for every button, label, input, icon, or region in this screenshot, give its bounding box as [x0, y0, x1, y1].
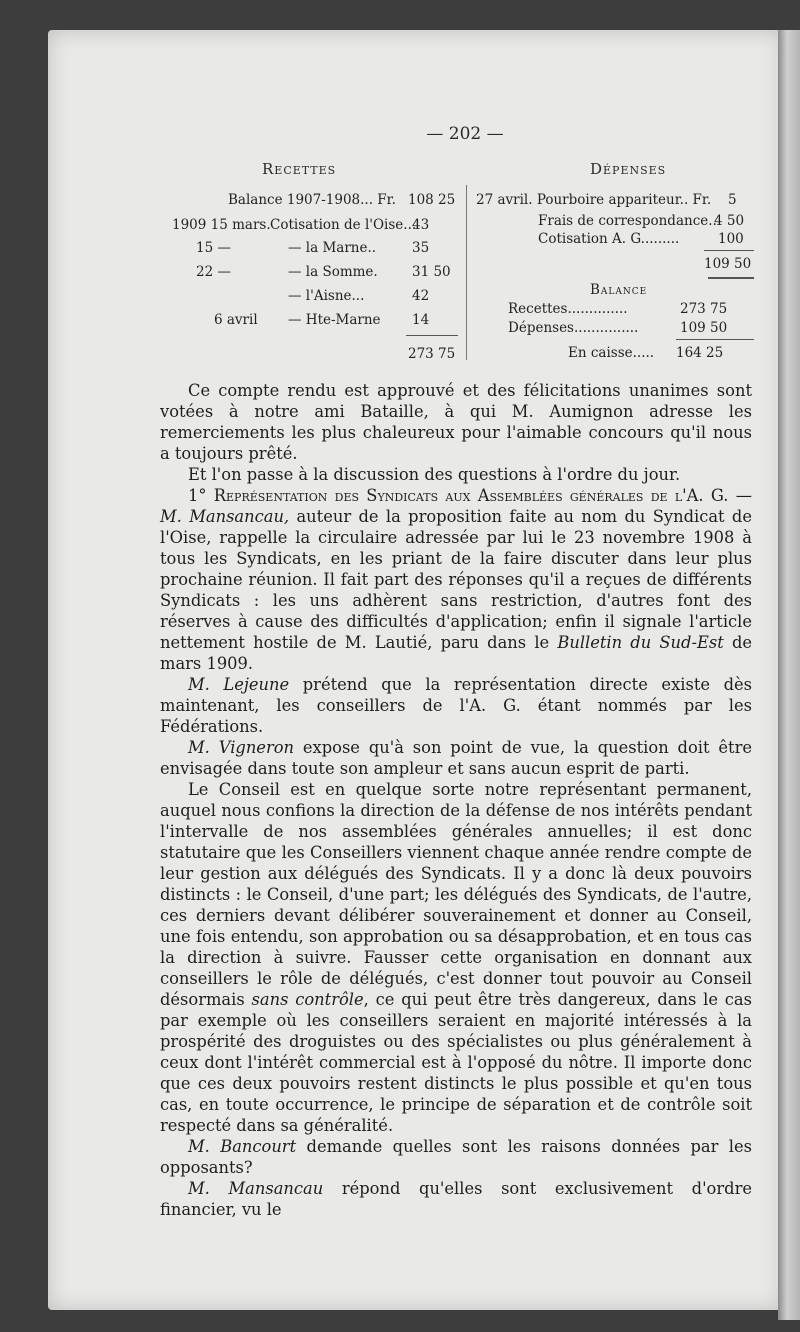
body-text	[160, 380, 752, 1220]
depenses-double-rule	[708, 277, 754, 279]
depenses-row-label: 27 avril. Pourboire appariteur.. Fr.	[476, 192, 712, 208]
recettes-row-label: — la Somme.	[288, 264, 378, 280]
en-caisse-amount: 164 25	[676, 345, 724, 361]
paragraph-text: Le Conseil est en quelque sorte notre représentant permanent, auquel nous confions la direction de la défense de nos intérêts pendant l'intervalle de nos assemblées générales annuelles; il est donc statutaire que les Conseillers viennent chaque année rendre compte de leur gestion aux délégués des Syndicats. Il y a donc là deux pouvoirs distincts : le Conseil, d'une part; les délégués des Syndicats, de l'autre, ces derniers devant délibérer souverainement et donner au Conseil, une fois entendu, son approbation ou sa désapprobation, et en tous cas la direction à suivre. Fausser cette organisation en donnant aux conseillers le rôle de délégués, c'est donner tout pouvoir au Conseil désormais	[160, 780, 752, 1009]
depenses-row-amount: 100	[718, 231, 744, 247]
balance-title-text: Balance	[590, 282, 648, 298]
paragraph	[160, 674, 752, 737]
paragraph	[160, 485, 752, 674]
depenses-title: Dépenses	[590, 160, 667, 178]
recettes-row-date: 1909 15 mars.	[172, 217, 271, 233]
column-divider	[466, 185, 467, 360]
recettes-title: Recettes	[262, 160, 337, 178]
balance-row-amount: 273 75	[680, 301, 728, 317]
section-heading: 1° Représentation des Syndicats aux Assemblées générales de l'A. G.	[188, 486, 729, 505]
recettes-row-amount: 31 50	[412, 264, 451, 280]
recettes-row-amount: 42	[412, 288, 430, 304]
paragraph-text: expose qu'à son point de vue, la question doit être envisagée dans toute son ampleur et sans aucun esprit de parti.	[160, 738, 752, 778]
recettes-row-amount: 35	[412, 240, 430, 256]
recettes-row-label: Cotisation de l'Oise...	[270, 217, 417, 233]
journal-title: Bulletin du Sud-Est	[557, 633, 724, 652]
emphasis: sans contrôle	[251, 990, 364, 1009]
paragraph-text: , ce qui peut être très dangereux, dans le cas par exemple où les conseillers seraient en majorité intéressés à la prospérité des droguistes ou des spécialistes ou plus généralement à ceux dont l'intérêt commercial est à l'opposé du nôtre. Il importe donc que ces deux pouvoirs restent distincts le plus possible et qu'en tous cas, en toute occurrence, le principe de séparation et de contrôle soit respecté dans sa généralité.	[160, 990, 752, 1135]
paragraph	[160, 464, 752, 485]
paragraph-text: Ce compte rendu est approuvé et des félicitations unanimes sont votées à notre ami Bataille, à qui M. Aumignon adresse les remerciements les plus chaleureux pour l'aimable concours qu'il nous a toujours prêté.	[160, 381, 752, 463]
recettes-row-date: 15 —	[196, 240, 231, 256]
speaker-name: M. Vigneron	[188, 738, 295, 757]
recettes-row-label: — la Marne..	[288, 240, 377, 256]
recettes-row-label: Balance 1907-1908... Fr.	[228, 192, 396, 208]
recettes-row-date: 22 —	[196, 264, 231, 280]
recettes-row-label: — l'Aisne...	[288, 288, 365, 304]
en-caisse-label: En caisse.....	[568, 345, 655, 361]
speaker-name: M. Bancourt	[188, 1137, 297, 1156]
depenses-row-amount: 4 50	[714, 213, 745, 229]
depenses-row-amount: 5	[728, 192, 737, 208]
depenses-total: 109 50	[704, 256, 752, 272]
depenses-row-label: Frais de correspondance..	[538, 213, 717, 229]
depenses-row-label: Cotisation A. G.........	[538, 231, 680, 247]
paragraph	[160, 380, 752, 464]
paragraph	[160, 779, 752, 1136]
speaker-name: M. Lejeune	[188, 675, 290, 694]
speaker-name: — M. Mansancau,	[160, 486, 752, 526]
balance-row-amount: 109 50	[680, 320, 728, 336]
recettes-row-amount: 108 25	[408, 192, 456, 208]
recettes-row-date: 6 avril	[214, 312, 258, 328]
paragraph-text: prétend que la représentation directe existe dès maintenant, les conseillers de l'A. G. étant nommés par les Fédérations.	[160, 675, 752, 736]
balance-row-label: Dépenses...............	[508, 320, 639, 336]
recettes-row-amount: 43	[412, 217, 430, 233]
paragraph-text: répond qu'elles sont exclusivement d'ordre financier, vu le	[160, 1179, 752, 1219]
speaker-name: M. Mansancau	[188, 1179, 324, 1198]
balance-row-label: Recettes..............	[508, 301, 628, 317]
recettes-row-amount: 14	[412, 312, 430, 328]
paragraph-text: auteur de la proposition faite au nom du Syndicat de l'Oise, rappelle la circulaire adressée par lui le 23 novembre 1908 à tous les Syndicats, en les priant de la faire discuter dans leur plus prochaine réunion. Il fait part des réponses qu'il a reçues de différents Syndicats : les uns adhèrent sans restriction, d'autres font des réserves à cause des difficultés d'application; enfin il signale l'article nettement hostile de M. Lautié, paru dans le	[160, 507, 752, 652]
paragraph	[160, 1136, 752, 1178]
book-edge	[778, 30, 800, 1320]
recettes-total: 273 75	[408, 346, 456, 362]
recettes-row-label: — Hte-Marne	[288, 312, 381, 328]
balance-total-rule	[676, 339, 754, 340]
paragraph	[160, 737, 752, 779]
page-number: — 202 —	[426, 124, 504, 144]
paragraph	[160, 1178, 752, 1220]
recettes-total-rule	[406, 335, 458, 336]
paragraph-text: de mars 1909.	[160, 633, 752, 673]
paragraph-text: demande quelles sont les raisons données par les opposants?	[160, 1137, 752, 1177]
paragraph-text: Et l'on passe à la discussion des questions à l'ordre du jour.	[188, 465, 681, 484]
depenses-total-rule	[704, 250, 754, 251]
